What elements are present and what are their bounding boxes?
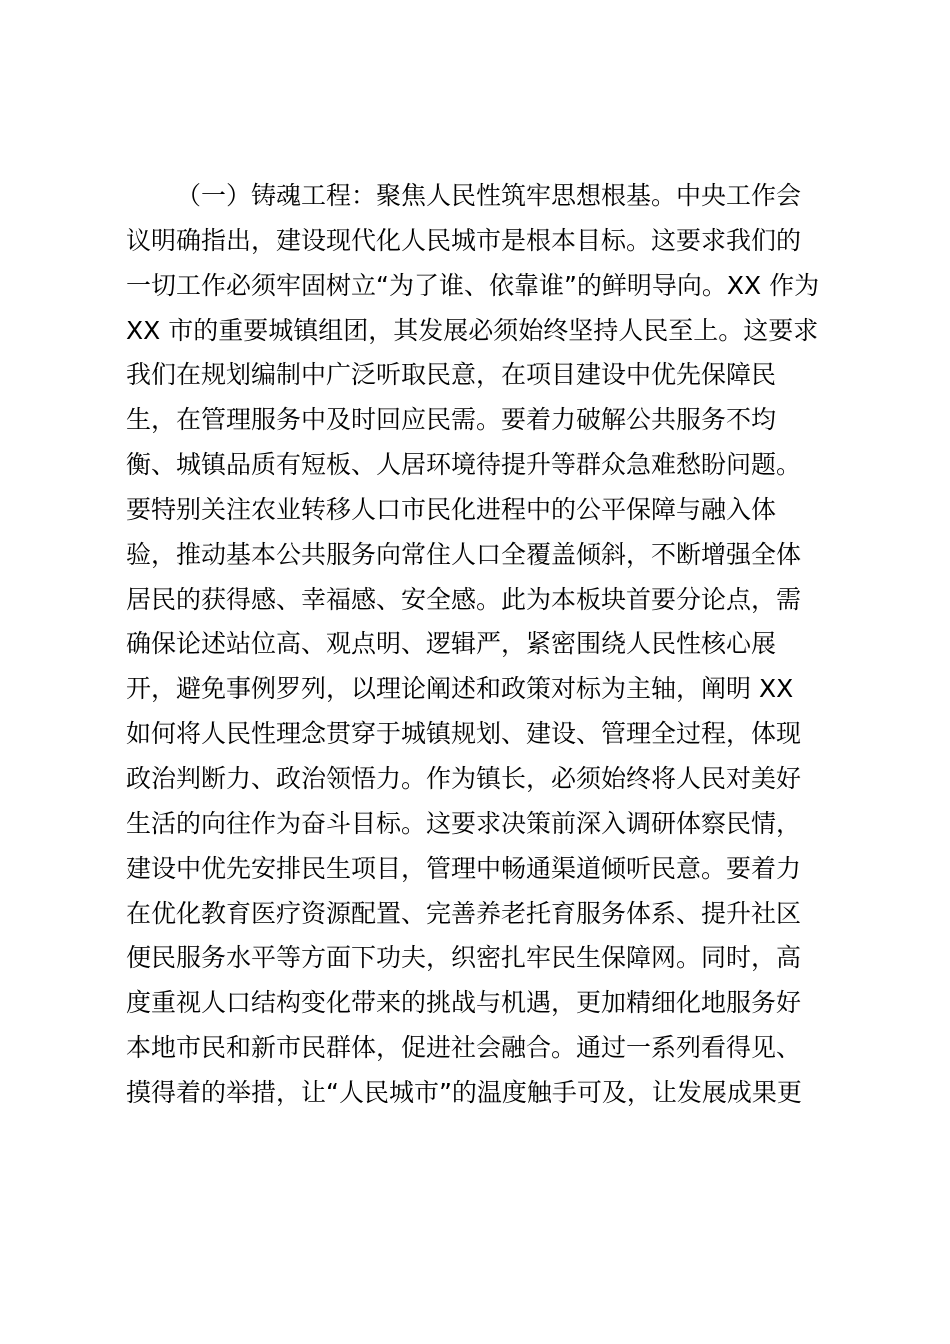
paragraph-line: 我们在规划编制中广泛听取民意，在项目建设中优先保障民 (126, 360, 777, 390)
paragraph-line: 议明确指出，建设现代化人民城市是根本目标。这要求我们的 (126, 225, 802, 255)
paragraph-line: 居民的获得感、幸福感、安全感。此为本板块首要分论点，需 (126, 584, 802, 614)
paragraph-line: 确保论述站位高、观点明、逻辑严，紧密围绕人民性核心展 (126, 629, 777, 659)
paragraph-line: 要特别关注农业转移人口市民化进程中的公平保障与融入体 (126, 494, 777, 524)
paragraph-line: 建设中优先安排民生项目，管理中畅通渠道倾听民意。要着力 (126, 853, 802, 883)
paragraph-line: 摸得着的举措，让“人民城市”的温度触手可及，让发展成果更 (126, 1077, 802, 1107)
paragraph-line: 如何将人民性理念贯穿于城镇规划、建设、管理全过程，体现 (126, 719, 802, 749)
paragraph-line: 生活的向往作为奋斗目标。这要求决策前深入调研体察民情， (126, 808, 802, 838)
paragraph-line: 度重视人口结构变化带来的挑战与机遇，更加精细化地服务好 (126, 988, 802, 1018)
paragraph-line: 在优化教育医疗资源配置、完善养老托育服务体系、提升社区 (126, 898, 802, 928)
paragraph-line: 衡、城镇品质有短板、人居环境待提升等群众急难愁盼问题。 (126, 450, 802, 480)
body-paragraph (126, 174, 836, 1116)
paragraph-line: 本地市民和新市民群体，促进社会融合。通过一系列看得见、 (126, 1033, 802, 1063)
paragraph-line: （一）铸魂工程：聚焦人民性筑牢思想根基。中央工作会 (176, 181, 802, 210)
paragraph-line: 生，在管理服务中及时回应民需。要着力破解公共服务不均 (126, 405, 777, 435)
paragraph-line: 便民服务水平等方面下功夫，织密扎牢民生保障网。同时，高 (126, 943, 802, 973)
paragraph-line: 开，避免事例罗列，以理论阐述和政策对标为主轴，阐明 XX (126, 674, 794, 704)
paragraph-line: 验，推动基本公共服务向常住人口全覆盖倾斜，不断增强全体 (126, 539, 802, 569)
paragraph-line: XX 市的重要城镇组团，其发展必须始终坚持人民至上。这要求 (126, 315, 819, 345)
paragraph-line: 一切工作必须牢固树立“为了谁、依靠谁”的鲜明导向。XX 作为 (126, 270, 820, 300)
paragraph-line: 政治判断力、政治领悟力。作为镇长，必须始终将人民对美好 (126, 763, 802, 793)
